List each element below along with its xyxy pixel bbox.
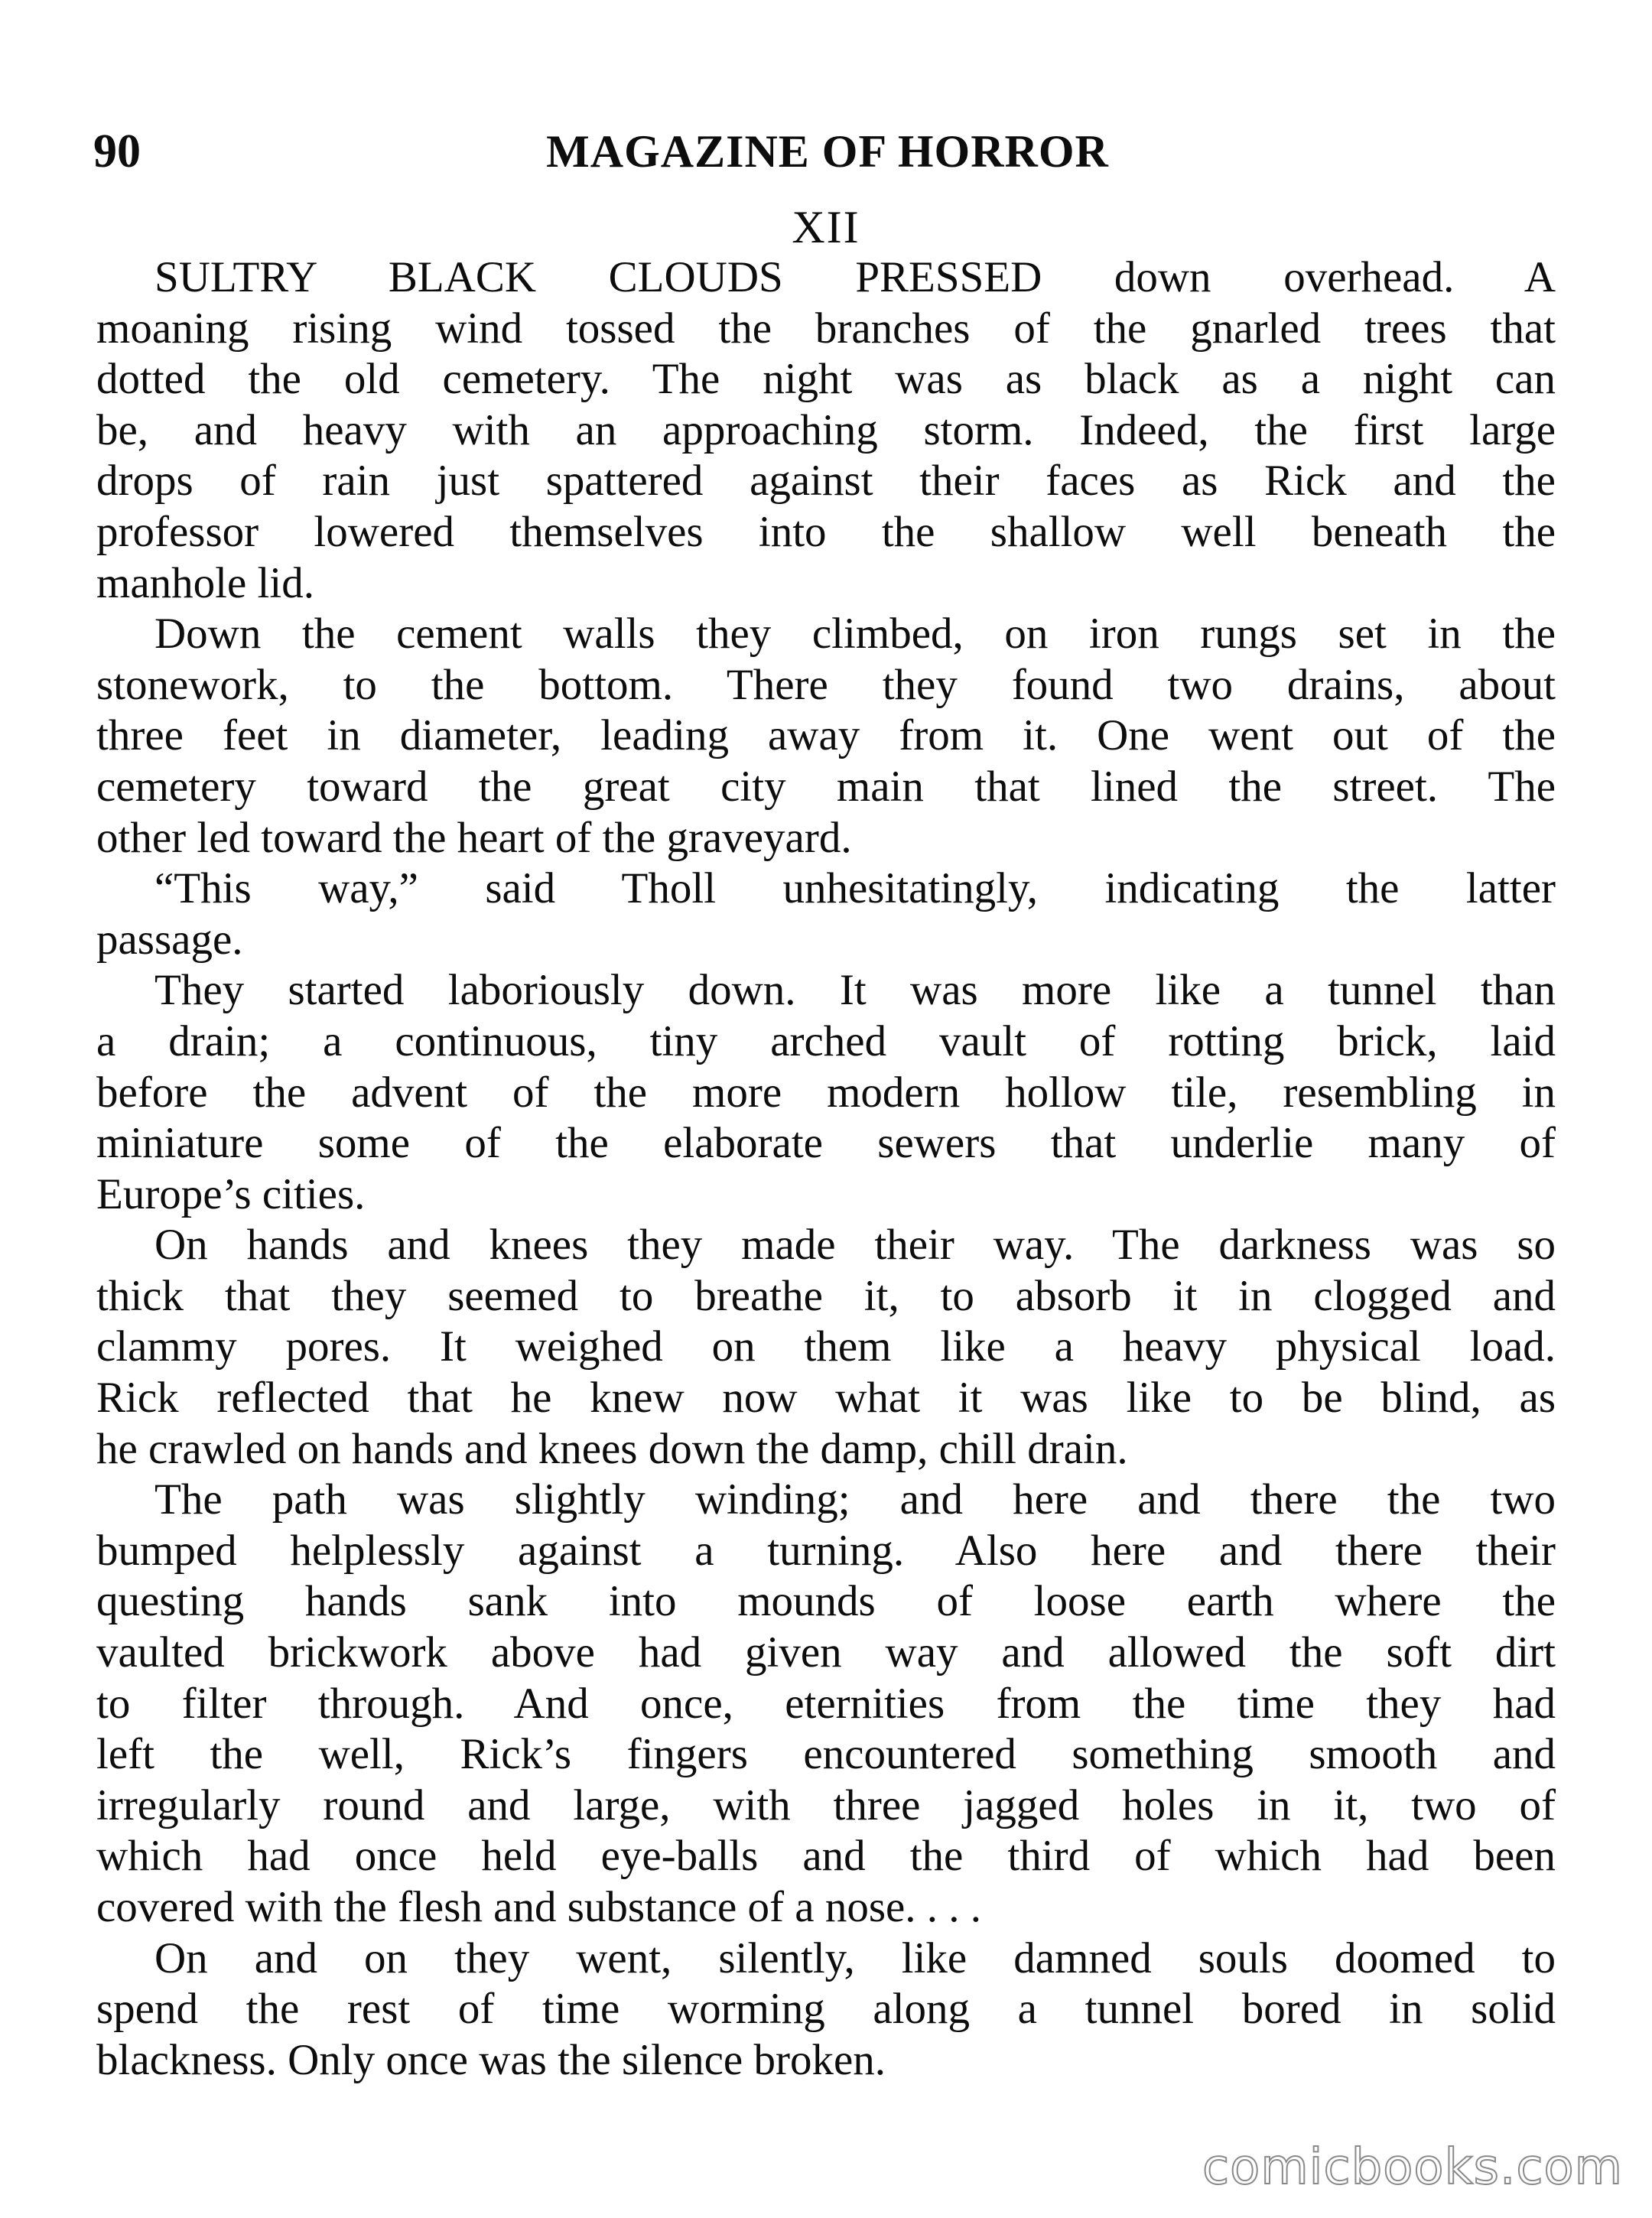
text-line: Down the cement walls they climbed, on iron rungs set in the — [154, 610, 1556, 659]
chapter-heading: XII — [792, 202, 860, 252]
text-line: questing hands sank into mounds of loose earth where the — [96, 1577, 1556, 1626]
text-line: Rick reflected that he knew now what it was like to be blind, as — [96, 1374, 1556, 1423]
text-line: SULTRY BLACK CLOUDS PRESSED down overhead. A — [154, 253, 1556, 301]
text-line: On and on they went, silently, like damned souls doomed to — [154, 1933, 1556, 1982]
text-line: cemetery toward the great city main that lined the street. The — [96, 762, 1556, 811]
text-line: to filter through. And once, eternities from the time they had — [96, 1679, 1556, 1728]
paragraph — [96, 1933, 1556, 2086]
paragraph — [96, 252, 1556, 609]
text-line: They started laboriously down. It was more like a tunnel than — [154, 966, 1556, 1015]
text-line: stonework, to the bottom. There they found two drains, about — [96, 660, 1556, 709]
text-line: On hands and knees they made their way. The darkness was so — [154, 1221, 1556, 1270]
text-line: blackness. Only once was the silence broken. — [96, 2035, 886, 2084]
text-line: moaning rising wind tossed the branches of the gnarled trees that — [96, 304, 1556, 353]
paragraph — [96, 1220, 1556, 1475]
text-line: he crawled on hands and knees down the damp, chill drain. — [96, 1424, 1128, 1473]
text-line: clammy pores. It weighed on them like a heavy physical load. — [96, 1322, 1556, 1371]
page-header — [93, 121, 1562, 182]
text-line: vaulted brickwork above had given way and allowed the soft dirt — [96, 1628, 1556, 1677]
story-text — [96, 252, 1556, 2086]
text-line: “This way,” said Tholl unhesitatingly, indicating the latter — [154, 864, 1556, 913]
text-line: drops of rain just spattered against their faces as Rick and the — [96, 457, 1556, 506]
text-line: Europe’s cities. — [96, 1169, 366, 1218]
paragraph — [96, 863, 1556, 965]
paragraph — [96, 1475, 1556, 1933]
text-line: three feet in diameter, leading away from it. One went out of the — [96, 711, 1556, 760]
paragraph — [96, 609, 1556, 863]
text-line: spend the rest of time worming along a tunnel bored in solid — [96, 1985, 1556, 2034]
text-line: covered with the flesh and substance of a nose. . . . — [96, 1883, 982, 1931]
text-line: before the advent of the more modern hollow tile, resembling in — [96, 1068, 1556, 1117]
text-line: miniature some of the elaborate sewers that underlie many of — [96, 1119, 1556, 1168]
running-title: MAGAZINE OF HORROR — [546, 126, 1109, 177]
watermark-logo: comicbooks.com — [1202, 2139, 1623, 2196]
text-line: passage. — [96, 915, 243, 964]
text-line: left the well, Rick’s fingers encountered something smooth and — [96, 1730, 1556, 1779]
text-line: manhole lid. — [96, 558, 314, 607]
text-line: be, and heavy with an approaching storm. Indeed, the first large — [96, 405, 1556, 454]
text-line: other led toward the heart of the graveyard. — [96, 813, 852, 862]
text-line: irregularly round and large, with three jagged holes in it, two of — [96, 1781, 1556, 1829]
text-line: dotted the old cemetery. The night was as black as a night can — [96, 355, 1556, 404]
page-number: 90 — [93, 125, 141, 177]
text-line: professor lowered themselves into the shallow well beneath the — [96, 507, 1556, 556]
text-line: bumped helplessly against a turning. Also here and there their — [96, 1526, 1556, 1575]
text-line: a drain; a continuous, tiny arched vault of rotting brick, laid — [96, 1016, 1556, 1065]
text-line: thick that they seemed to breathe it, to absorb it in clogged and — [96, 1271, 1556, 1320]
text-line: which had once held eye-balls and the third of which had been — [96, 1832, 1556, 1881]
paragraph — [96, 965, 1556, 1220]
text-line: The path was slightly winding; and here and there the two — [154, 1475, 1556, 1524]
